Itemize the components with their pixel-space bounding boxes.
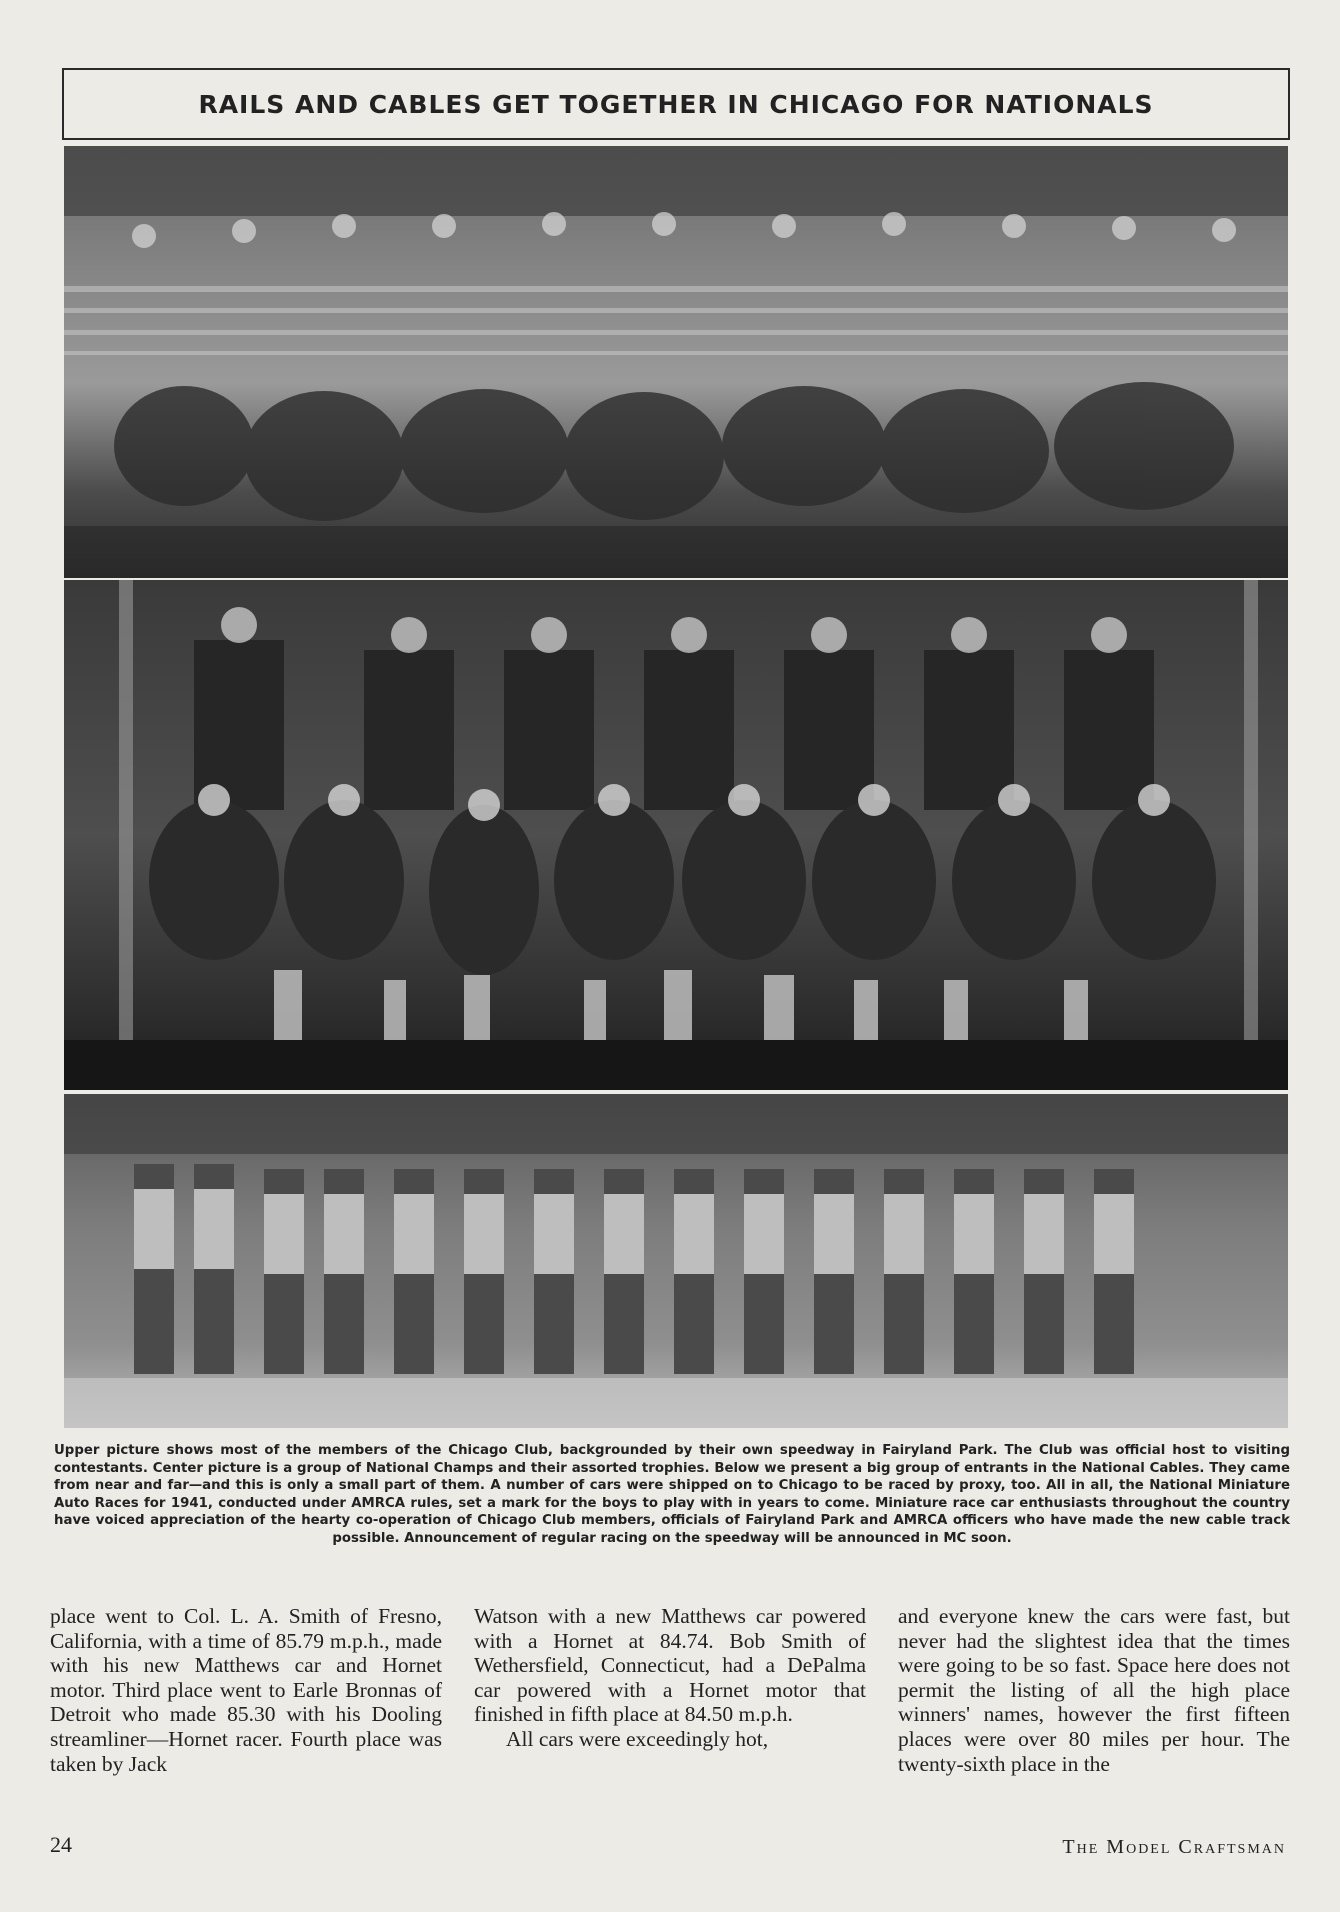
- column-2: [474, 1604, 866, 1802]
- photo-national-champs: [64, 580, 1288, 1090]
- photo-chicago-club-image: [64, 146, 1288, 578]
- column-3: [898, 1604, 1290, 1802]
- page-number: 24: [50, 1832, 72, 1857]
- photo-caption: Upper picture shows most of the members of the Chicago Club, backgrounded by their own speedway in Fairyland Park. The Club was official host to visiting contestants. Center picture is a group of National Champs and their assorted trophies. Below we present a big group of entrants in the National Cables. They came from near and far—and this is only a small part of them. A number of cars were shipped on to Chicago to be raced by proxy, too. All in all, the National Miniature Auto Races for 1941, conducted under AMRCA rules, set a mark for the boys to play with in years to come. Miniature race car enthusiasts throughout the country have voiced appreciation of the hearty co-operation of Chicago Club members, officials of Fairyland Park and AMRCA officers who have made the new cable track possible. Announcement of regular racing on the speedway will be announced in MC soon.: [54, 1443, 1290, 1546]
- headline-box: [62, 68, 1290, 140]
- column-2-paragraph-1: Watson with a new Matthews car powered with a Hornet at 84.74. Bob Smith of Wethersfield, Connecticut, had a DePalma car powered with a Hornet motor that finished in fifth place at 84.50 m.p.h.: [474, 1604, 866, 1727]
- article-columns: [50, 1604, 1290, 1802]
- column-3-text: and everyone knew the cars were fast, but never had the slightest idea that the times were going to be so fast. Space here does not permit the listing of all the high place winners' names, however the first fifteen places were over 80 miles per hour. The twenty-sixth place in the: [898, 1604, 1290, 1776]
- column-2-paragraph-2: All cars were exceedingly hot,: [506, 1726, 769, 1751]
- photo-national-champs-image: [64, 580, 1288, 1090]
- headline: RAILS AND CABLES GET TOGETHER IN CHICAGO FOR NATIONALS: [198, 89, 1154, 119]
- photo-chicago-club: [64, 146, 1288, 578]
- photo-cable-entrants: [64, 1094, 1288, 1428]
- magazine-name: The Model Craftsman: [1062, 1836, 1286, 1858]
- column-1-text: place went to Col. L. A. Smith of Fresno, California, with a time of 85.79 m.p.h., made with his new Matthews car and Hornet motor. Third place went to Earle Bronnas of Detroit who made 85.30 with his Dooling streamliner—Hornet racer. Fourth place was taken by Jack: [50, 1604, 442, 1776]
- photo-cable-entrants-image: [64, 1094, 1288, 1428]
- column-1: [50, 1604, 442, 1802]
